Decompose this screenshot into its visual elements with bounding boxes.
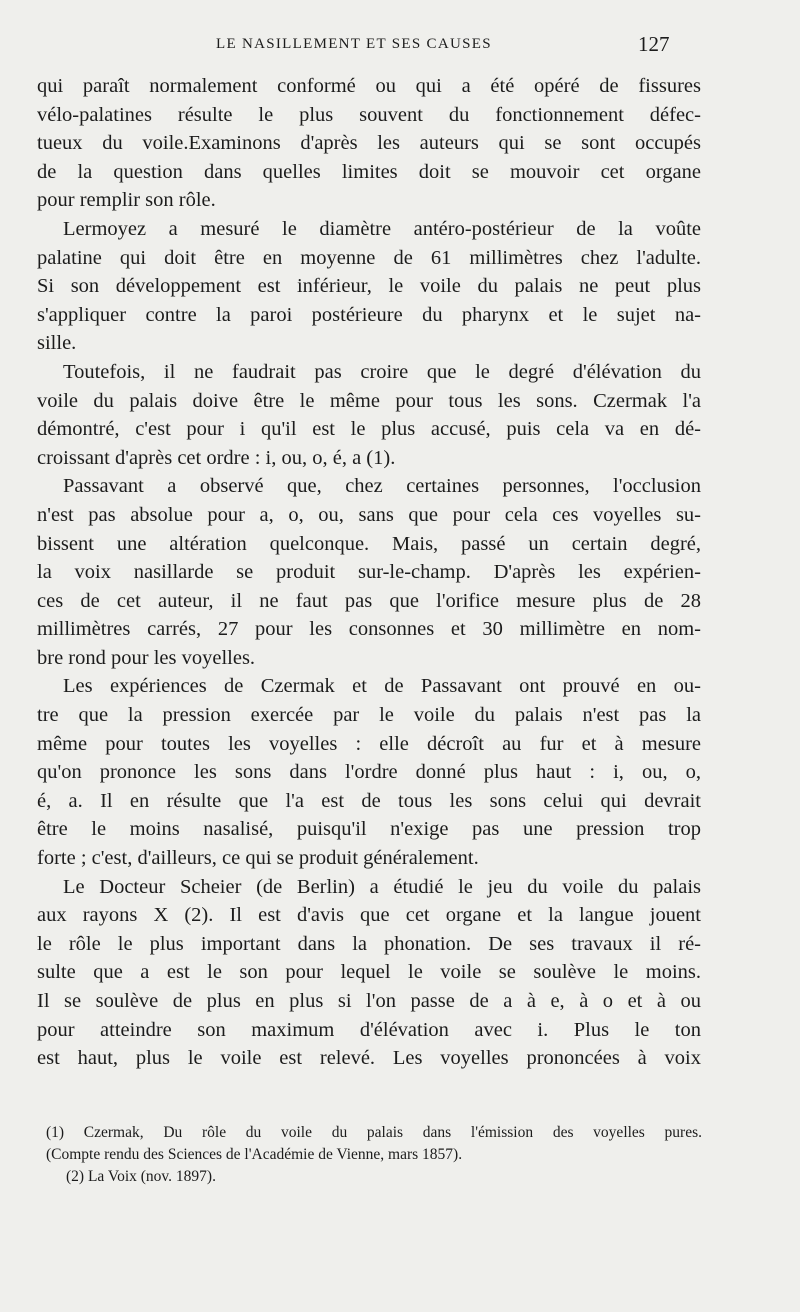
text-line: millimètres carrés, 27 pour les consonnes et 30 millimètre en nom- [37,618,701,641]
text-line: le rôle le plus important dans la phonation. De ses travaux il ré- [37,932,701,955]
text-line: sille. [37,332,77,355]
text-line: voile du palais doive être le même pour tous les sons. Czermak l'a [37,389,701,412]
text-line: palatine qui doit être en moyenne de 61 millimètres chez l'adulte. [37,246,701,269]
text-line: qu'on prononce les sons dans l'ordre donné plus haut : i, ou, o, [37,761,701,784]
text-line: aux rayons X (2). Il est d'avis que cet organe et la langue jouent [37,904,701,927]
text-line: ces de cet auteur, il ne faut pas que l'orifice mesure plus de 28 [37,589,701,612]
text-line: Les expériences de Czermak et de Passavant ont prouvé en ou- [63,675,701,698]
text-line: bissent une altération quelconque. Mais, passé un certain degré, [37,532,701,555]
page-number: 127 [638,32,670,56]
text-line: Il se soulève de plus en plus si l'on passe de a à e, à o et à ou [37,990,701,1012]
text-line: même pour toutes les voyelles : elle décroît au fur et à mesure [37,732,701,755]
text-line: est haut, plus le voile est relevé. Les voyelles prononcées à voix [37,1047,701,1070]
text-line: démontré, c'est pour i qu'il est le plus accusé, puis cela va en dé- [37,418,701,441]
text-line: n'est pas absolue pour a, o, ou, sans que pour cela ces voyelles su- [37,503,701,526]
text-line: tre que la pression exercée par le voile du palais n'est pas la [37,704,701,727]
footnotes [46,1122,702,1188]
text-line: pour remplir son rôle. [37,189,216,212]
footnote-line: (1) Czermak, Du rôle du voile du palais dans l'émission des voyelles pures. [46,1124,702,1141]
running-title: LE NASILLEMENT ET SES CAUSES [216,36,492,52]
text-line: Passavant a observé que, chez certaines personnes, l'occlusion [63,475,701,498]
text-line: s'appliquer contre la paroi postérieure du pharynx et le sujet na- [37,303,701,326]
text-line: pour atteindre son maximum d'élévation avec i. Plus le ton [37,1018,701,1041]
text-line: bre rond pour les voyelles. [37,646,256,669]
text-line: la voix nasillarde se produit sur-le-champ. D'après les expérien- [37,561,701,584]
text-line: croissant d'après cet ordre : i, ou, o, é, a (1). [37,446,396,469]
text-line: é, a. Il en résulte que l'a est de tous les sons celui qui devrait [37,789,701,812]
text-line: tueux du voile.Examinons d'après les auteurs qui se sont occupés [37,132,701,155]
text-line: forte ; c'est, d'ailleurs, ce qui se produit généralement. [37,847,479,870]
text-line: de la question dans quelles limites doit se mouvoir cet organe [37,160,701,183]
running-head [0,32,800,62]
text-line: Le Docteur Scheier (de Berlin) a étudié le jeu du voile du palais [63,875,701,898]
text-line: qui paraît normalement conformé ou qui a été opéré de fissures [37,75,701,97]
text-line: Toutefois, il ne faudrait pas croire que le degré d'élévation du [63,360,701,383]
footnote-line: (2) La Voix (nov. 1897). [66,1168,216,1185]
body-text [37,72,701,1073]
text-line: Lermoyez a mesuré le diamètre antéro-postérieur de la voûte [63,217,701,240]
footnote-line: (Compte rendu des Sciences de l'Académie de Vienne, mars 1857). [46,1146,463,1163]
text-line: être le moins nasalisé, puisqu'il n'exige pas une pression trop [37,818,701,841]
text-line: vélo-palatines résulte le plus souvent du fonctionnement défec- [37,103,701,126]
text-line: Si son développement est inférieur, le voile du palais ne peut plus [37,275,701,298]
text-line: sulte que a est le son pour lequel le voile se soulève le moins. [37,961,701,984]
